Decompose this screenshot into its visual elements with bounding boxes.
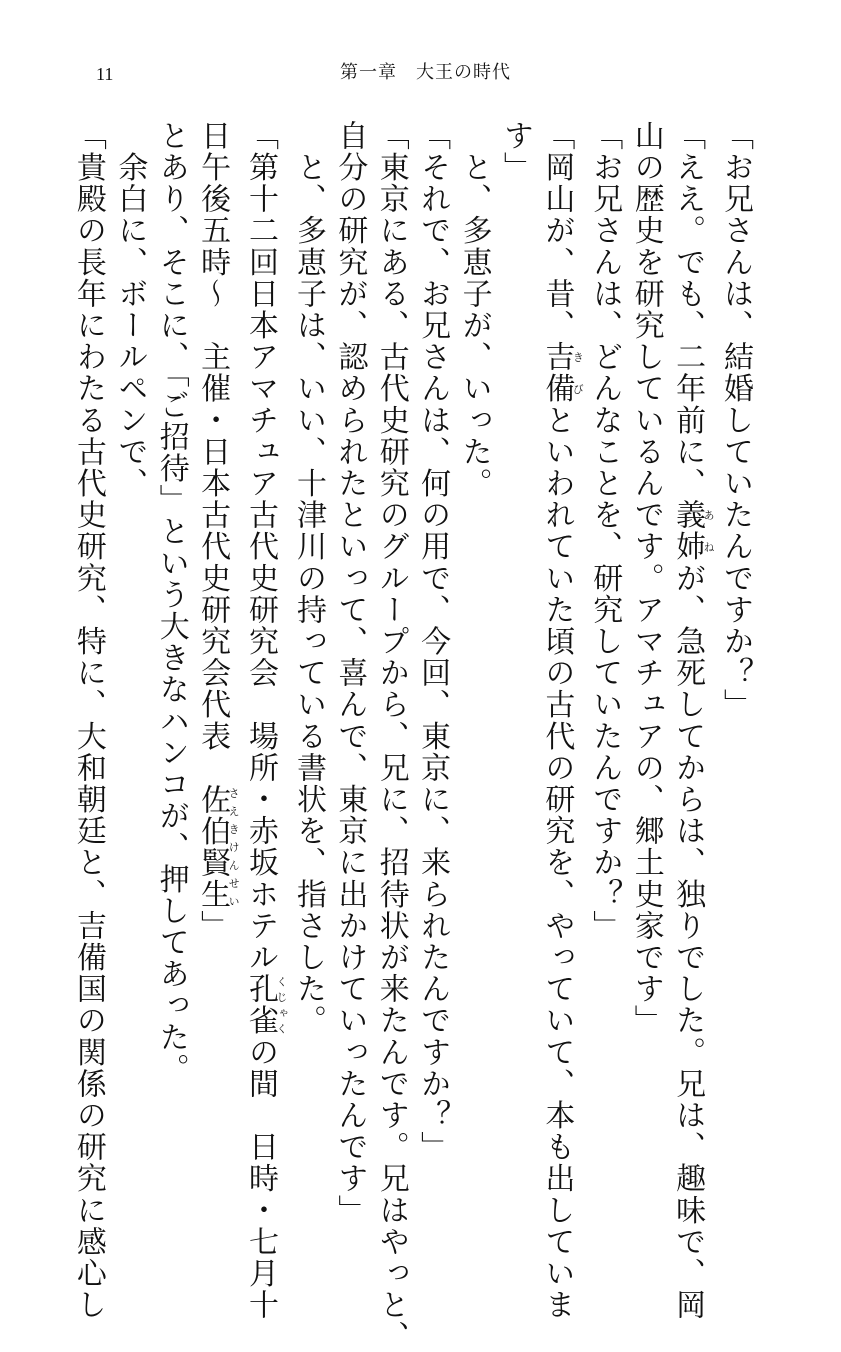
text-line [329, 120, 370, 1226]
ruby-base: 吉備 [539, 341, 575, 405]
text-segment: 「お兄さんは、どんなことを、研究していたんですか？」 [587, 120, 623, 942]
text-line [288, 120, 329, 1130]
ruby-reading: あね [702, 499, 716, 563]
text-line [453, 120, 494, 1130]
text-line [370, 120, 411, 1352]
text-segment: 「お兄さんは、結婚していたんですか？」 [718, 120, 753, 721]
text-line [625, 120, 666, 1130]
text-segment: 余白に、ボールペンで、 [112, 120, 148, 500]
text-segment: 「東京にある、古代史研究のグループから、兄に、招待状が来たんです。兄はやっと、 [373, 120, 409, 1352]
text-segment: とあり、そこに、「ご招待」という大きなハンコが、押してあった。 [153, 120, 189, 1085]
text-segment: 日午後五時～ 主催・日本古代史研究会代表 [195, 120, 231, 784]
text-segment: といわれていた頃の古代の研究を、やっていて、本も出していま [539, 404, 575, 1321]
text-line [240, 120, 289, 1321]
ruby-base: 義姉 [670, 499, 706, 563]
text-line [412, 120, 453, 1163]
ruby-base: 孔雀 [243, 973, 279, 1037]
text-line [715, 120, 756, 1130]
text-segment: と、多恵子は、いい、十津川の持っている書状を、指さした。 [290, 120, 326, 1037]
ruby-reading: くじゃく [275, 973, 289, 1037]
text-line [109, 120, 150, 1130]
text-segment: 「岡山が、昔、 [539, 120, 575, 342]
text-segment: と、多恵子が、いった。 [456, 120, 492, 500]
text-segment: 自分の研究が、認められたといって、喜んで、東京に出かけていったんです」 [332, 120, 368, 1226]
text-segment: す」 [497, 120, 533, 184]
ruby-word [243, 973, 289, 1037]
text-line [667, 120, 716, 1321]
text-segment: 「ええ。でも、二年前に、 [670, 120, 706, 500]
text-segment: 「第十二回日本アマチュア古代史研究会 場所・赤坂ホテル [243, 120, 279, 974]
text-segment: 「貴殿の長年にわたる古代史研究、特に、大和朝廷と、吉備国の関係の研究に感心し [70, 120, 106, 1321]
text-segment: 」 [195, 910, 231, 942]
text-line [150, 120, 191, 1130]
text-line [584, 120, 625, 1130]
text-line [192, 120, 240, 1130]
text-segment: 山の歴史を研究しているんです。アマチュアの、郷土史家です」 [628, 120, 664, 1037]
text-line [495, 120, 536, 1130]
page-number: 11 [96, 64, 114, 84]
ruby-reading: さえきけんせい [227, 783, 241, 910]
text-segment: 「それで、お兄さんは、何の用で、今回、東京に、来られたんですか？」 [415, 120, 451, 1163]
text-segment: の間 日時・七月十 [243, 1036, 279, 1321]
text-line [68, 120, 109, 1321]
ruby-reading: きび [571, 341, 585, 405]
vertical-text-body [70, 120, 756, 1352]
ruby-word [195, 783, 241, 911]
ruby-word [670, 499, 716, 563]
text-line [536, 120, 585, 1321]
running-head: 第一章 大王の時代 [340, 62, 511, 83]
text-segment: が、急死してからは、独りでした。兄は、趣味で、岡 [670, 562, 706, 1321]
ruby-base: 佐伯賢生 [195, 783, 231, 911]
ruby-word [539, 341, 585, 405]
